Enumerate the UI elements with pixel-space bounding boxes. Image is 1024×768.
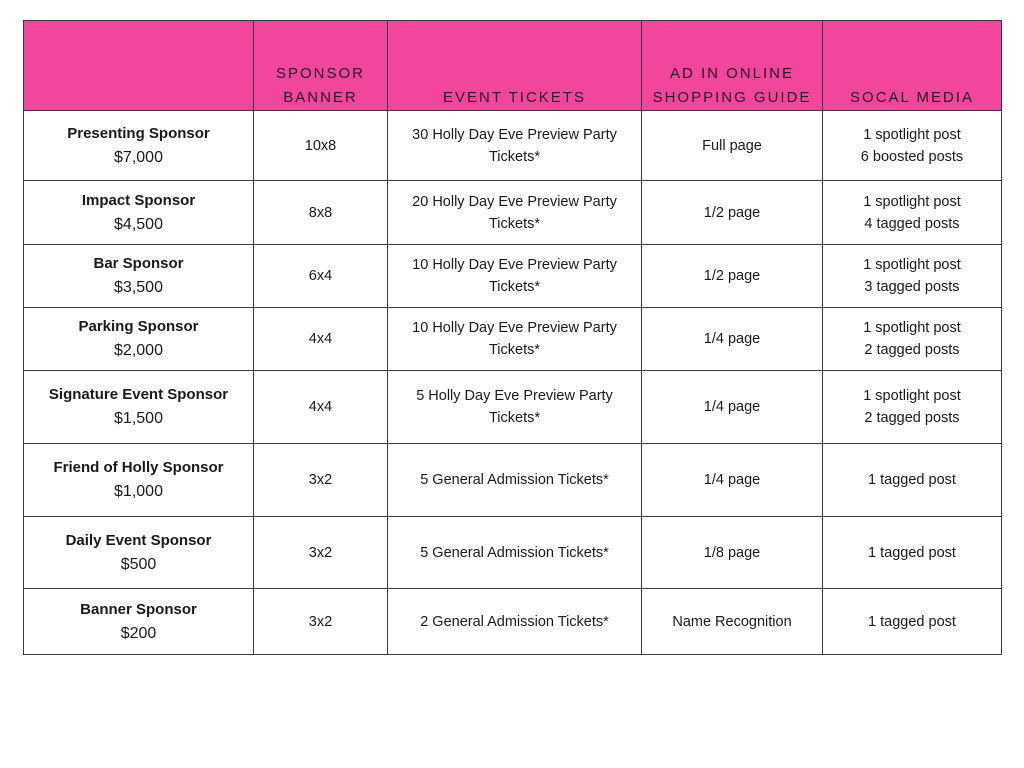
sponsor-banner-cell: 3x2 — [254, 589, 388, 655]
header-ad-line: AD IN ONLINE — [669, 65, 795, 82]
sponsor-level-price: $1,500 — [114, 410, 163, 427]
event-tickets-cell — [388, 245, 642, 308]
sponsor-level-cell — [24, 589, 254, 655]
header-ad-online-shopping-guide — [642, 21, 823, 111]
table-row — [24, 111, 1002, 181]
social-media-cell — [823, 444, 1002, 517]
header-row — [24, 21, 1002, 111]
ad-shopping-guide-cell: 1/8 page — [642, 517, 823, 589]
sponsor-level-name: Signature Event Sponsor — [48, 386, 229, 403]
event-tickets-line: 5 General Admission Tickets* — [420, 544, 609, 561]
event-tickets-cell — [388, 517, 642, 589]
sponsorship-levels-table — [23, 20, 1002, 655]
sponsor-level-name: Friend of Holly Sponsor — [53, 459, 224, 476]
social-media-line: 1 spotlight post — [863, 257, 961, 273]
sponsor-level-cell — [24, 517, 254, 589]
event-tickets-line: Tickets* — [488, 342, 541, 358]
header-social-media: SOCAL MEDIA — [823, 21, 1002, 111]
header-event-tickets: EVENT TICKETS — [388, 21, 642, 111]
social-media-line: 2 tagged posts — [864, 410, 960, 426]
sponsor-level-price: $3,500 — [114, 279, 163, 296]
social-media-line: 6 boosted posts — [860, 148, 964, 165]
sponsor-level-price: $1,000 — [114, 483, 163, 500]
social-media-line: 1 spotlight post — [863, 193, 961, 210]
ad-shopping-guide-cell: 1/4 page — [642, 308, 823, 371]
ad-shopping-guide-cell: Name Recognition — [642, 589, 823, 655]
table-header — [24, 21, 1002, 111]
ad-shopping-guide-cell: 1/2 page — [642, 181, 823, 245]
event-tickets-cell — [388, 589, 642, 655]
sponsor-banner-cell: 3x2 — [254, 444, 388, 517]
ad-shopping-guide-cell: 1/2 page — [642, 245, 823, 308]
header-sponsor-banner-line: BANNER — [283, 89, 358, 106]
event-tickets-line: Tickets* — [488, 410, 541, 426]
event-tickets-line: Tickets* — [488, 215, 541, 232]
sponsor-level-price: $200 — [120, 624, 157, 642]
sponsor-level-price: $7,000 — [114, 148, 163, 166]
social-media-cell — [823, 371, 1002, 444]
sponsor-level-cell — [24, 111, 254, 181]
event-tickets-line: 5 General Admission Tickets* — [420, 472, 609, 488]
event-tickets-line: Tickets* — [488, 279, 541, 295]
header-ad-line: SHOPPING GUIDE — [652, 89, 812, 106]
event-tickets-cell — [388, 308, 642, 371]
event-tickets-line: 20 Holly Day Eve Preview Party — [412, 193, 617, 210]
sponsor-level-cell — [24, 181, 254, 245]
sponsor-banner-cell: 4x4 — [254, 308, 388, 371]
ad-shopping-guide-cell: 1/4 page — [642, 444, 823, 517]
event-tickets-cell — [388, 111, 642, 181]
social-media-line: 1 spotlight post — [863, 126, 961, 143]
social-media-cell — [823, 181, 1002, 245]
table-row — [24, 517, 1002, 589]
sponsor-banner-cell: 4x4 — [254, 371, 388, 444]
sponsor-level-name: Impact Sponsor — [81, 191, 196, 209]
sponsor-banner-cell: 10x8 — [254, 111, 388, 181]
sponsor-level-price: $2,000 — [114, 342, 163, 359]
sponsor-level-name: Daily Event Sponsor — [65, 531, 212, 549]
event-tickets-line: Tickets* — [488, 148, 541, 165]
table-row — [24, 444, 1002, 517]
social-media-line: 1 tagged post — [868, 544, 956, 561]
event-tickets-line: 5 Holly Day Eve Preview Party — [416, 388, 613, 404]
header-sponsor-banner-line: SPONSOR — [275, 65, 365, 82]
social-media-cell — [823, 517, 1002, 589]
social-media-line: 1 tagged post — [868, 613, 956, 630]
sponsor-level-cell — [24, 371, 254, 444]
sponsor-level-name: Presenting Sponsor — [67, 124, 210, 142]
ad-shopping-guide-cell: 1/4 page — [642, 371, 823, 444]
sponsor-banner-cell: 3x2 — [254, 517, 388, 589]
event-tickets-cell — [388, 444, 642, 517]
event-tickets-cell — [388, 371, 642, 444]
sponsor-level-cell — [24, 245, 254, 308]
sponsor-level-cell — [24, 444, 254, 517]
table-row — [24, 245, 1002, 308]
sponsor-level-name: Banner Sponsor — [80, 600, 197, 618]
event-tickets-line: 10 Holly Day Eve Preview Party — [412, 257, 617, 273]
sponsor-banner-cell: 8x8 — [254, 181, 388, 245]
social-media-line: 1 tagged post — [868, 472, 956, 488]
social-media-line: 1 spotlight post — [863, 388, 961, 404]
sponsor-level-price: $4,500 — [114, 215, 163, 233]
ad-shopping-guide-cell: Full page — [642, 111, 823, 181]
header-sponsor-banner — [254, 21, 388, 111]
social-media-cell — [823, 308, 1002, 371]
event-tickets-line: 30 Holly Day Eve Preview Party — [412, 126, 617, 143]
sponsor-banner-cell: 6x4 — [254, 245, 388, 308]
event-tickets-line: 2 General Admission Tickets* — [420, 613, 609, 630]
social-media-cell — [823, 245, 1002, 308]
table-row — [24, 589, 1002, 655]
table-body — [24, 111, 1002, 655]
event-tickets-line: 10 Holly Day Eve Preview Party — [412, 320, 617, 336]
sponsorship-page — [23, 20, 1001, 655]
social-media-cell — [823, 589, 1002, 655]
event-tickets-cell — [388, 181, 642, 245]
table-row — [24, 308, 1002, 371]
header-level — [24, 21, 254, 111]
social-media-line: 3 tagged posts — [864, 279, 960, 295]
table-row — [24, 181, 1002, 245]
social-media-cell — [823, 111, 1002, 181]
table-row — [24, 371, 1002, 444]
sponsor-level-price: $500 — [120, 555, 157, 573]
social-media-line: 2 tagged posts — [864, 342, 960, 358]
sponsor-level-name: Bar Sponsor — [93, 255, 184, 272]
sponsor-level-name: Parking Sponsor — [78, 318, 199, 335]
sponsor-level-cell — [24, 308, 254, 371]
social-media-line: 4 tagged posts — [864, 215, 960, 232]
social-media-line: 1 spotlight post — [863, 320, 961, 336]
